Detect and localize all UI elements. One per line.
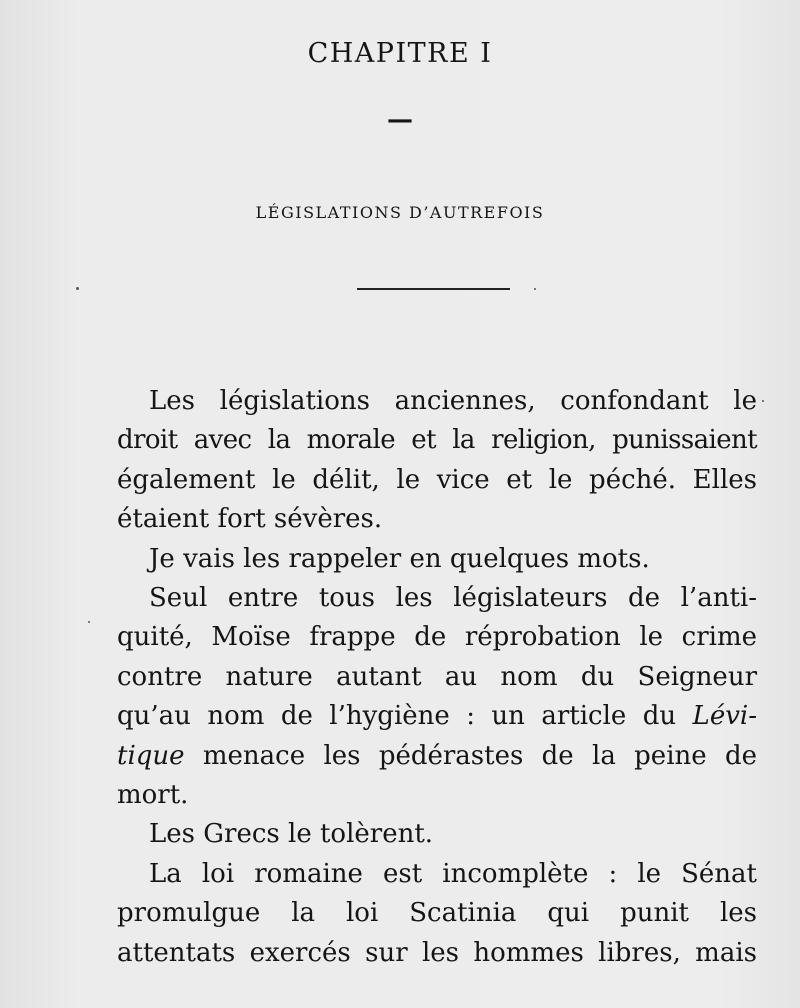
text-line — [117, 737, 757, 776]
text-fragment: qu’au nom de l’hygiène : un article du — [117, 701, 693, 732]
paper-speck — [534, 288, 536, 290]
italic-word: Lévi- — [692, 701, 757, 732]
chapter-heading: CHAPITRE I — [307, 38, 493, 69]
italic-word: tique — [117, 740, 185, 771]
text-line — [117, 697, 757, 736]
section-divider — [357, 288, 510, 290]
text-line: également le délit, le vice et le péché. Elles — [117, 464, 757, 495]
text-line: droit avec la morale et la religion, punissaient — [117, 425, 757, 456]
text-line: Les Grecs le tolèrent. — [149, 819, 434, 850]
text-line: La loi romaine est incomplète : le Sénat — [149, 858, 757, 889]
text-line: Seul entre tous les législateurs de l’anti- — [149, 583, 757, 614]
body-text — [117, 382, 757, 973]
text-line: contre nature autant au nom du Seigneur — [117, 661, 757, 692]
text-fragment: menace les pédérastes de la peine de — [184, 740, 757, 771]
paper-speck — [88, 621, 90, 623]
text-line: étaient fort sévères. — [117, 504, 383, 535]
text-line: promulgue la loi Scatinia qui punit les — [117, 898, 757, 929]
paper-speck — [76, 287, 79, 290]
section-title: LÉGISLATIONS D’AUTREFOIS — [255, 203, 545, 222]
text-line: mort. — [117, 780, 189, 811]
text-line: quité, Moïse frappe de réprobation le crime — [117, 622, 757, 653]
chapter-dash: — — [387, 105, 413, 135]
paper-speck — [762, 400, 764, 402]
text-line: attentats exercés sur les hommes libres, mais — [117, 937, 757, 968]
text-line: Je vais les rappeler en quelques mots. — [149, 543, 650, 574]
text-line: Les législations anciennes, confondant le — [149, 386, 757, 416]
